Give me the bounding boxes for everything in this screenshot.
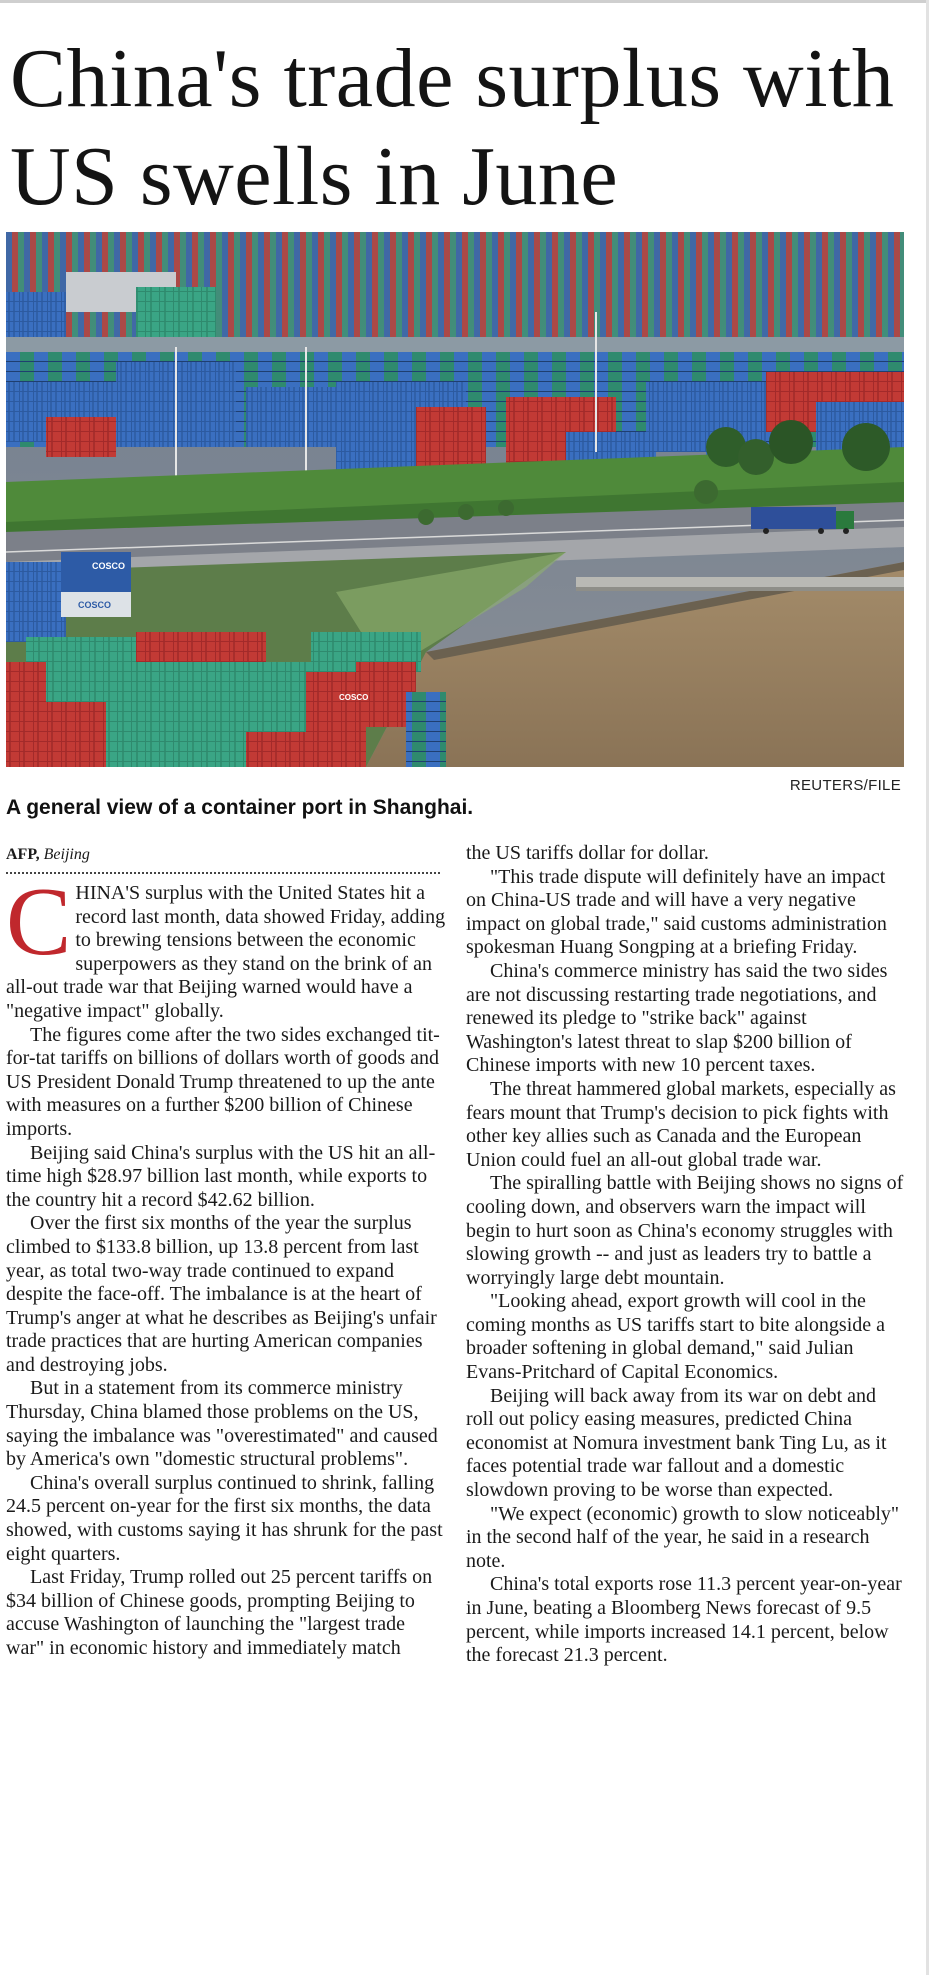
container-label-3: COSCO — [339, 693, 369, 702]
lead-paragraph — [6, 868, 446, 1024]
photo-credit: REUTERS/FILE — [789, 777, 901, 794]
byline-city: Beijing — [43, 846, 90, 863]
headline: China's trade surplus with US swells in June — [10, 32, 895, 223]
drop-cap: C — [6, 868, 72, 976]
body-paragraph: China's commerce ministry has said the two sides are not discussing restarting trade negotiations, and renewed its pledge to "strike back" against Washington's latest threat to slap $200 billion of Chinese imports with new 10 percent taxes. — [466, 959, 888, 1077]
body-paragraph: The spiralling battle with Beijing shows no signs of cooling down, and observers warn the impact will begin to hurt soon as China's economy struggles with slowing growth -- and just as leaders try to battle a worryingly large debt mountain. — [466, 1172, 904, 1289]
lead-text: HINA'S surplus with the United States hit a record last month, data showed Friday, adding to brewing tensions between the economic superpowers as they stand on the brink of an all-out trade war that Beijing warned would have a "negative impact" globally. — [6, 882, 446, 1022]
body-paragraph: But in a statement from its commerce ministry Thursday, China blamed those problems on the US, saying the imbalance was "overestimated" and caused by America's own "domestic structural problems". — [6, 1377, 438, 1471]
body-paragraph: Beijing will back away from its war on debt and roll out policy easing measures, predicted China economist at Nomura investment bank Ting Lu, as it faces potential trade war fallout and a domestic slowdown proving to be worse than expected. — [466, 1384, 887, 1502]
container-label-1: COSCO — [92, 561, 126, 571]
body-paragraph: Beijing said China's surplus with the US hit an all-time high $28.97 billion last month, while exports to the country hit a record $42.62 billion. — [6, 1141, 436, 1211]
body-paragraph: "Looking ahead, export growth will cool in the coming months as US tariffs start to bite alongside a broader softening in global demand," said Julian Evans-Pritchard of Capital Economics. — [466, 1290, 886, 1384]
article-column-left — [6, 842, 446, 1661]
byline-agency: AFP, — [6, 846, 40, 863]
body-paragraph: China's overall surplus continued to shrink, falling 24.5 percent on-year for the first six months, the data showed, with customs saying it has shrunk for the past eight quarters. — [6, 1471, 443, 1565]
body-paragraph: The threat hammered global markets, especially as fears mount that Trump's decision to pick fights with other key allies such as Canada and the European Union could fuel an all-out global trade war. — [466, 1077, 896, 1171]
body-paragraph: China's total exports rose 11.3 percent year-on-year in June, beating a Bloomberg News forecast of 9.5 percent, while imports increased 14.1 percent, below the forecast 21.3 percent. — [466, 1573, 902, 1667]
page-top-border — [0, 0, 929, 3]
body-paragraph: "This trade dispute will definitely have an impact on China-US trade and will have a very negative impact on global trade," said customs administration spokesman Huang Songping at a briefing Friday. — [466, 865, 887, 959]
article-column-right — [466, 842, 906, 1668]
body-paragraph: Last Friday, Trump rolled out 25 percent tariffs on $34 billion of Chinese goods, prompting Beijing to accuse Washington of launching the "largest trade war" in economic history and immediately match — [6, 1566, 433, 1659]
body-paragraph: Over the first six months of the year the surplus climbed to $133.8 billion, up 13.8 percent from last year, as total two-way trade continued to expand despite the face-off. The imbalance is at the heart of Trump's anger at what he describes as Beijing's unfair trade practices that are hurting American companies and destroying jobs. — [6, 1212, 437, 1376]
body-paragraph: The figures come after the two sides exchanged tit-for-tat tariffs on billions of dollars worth of goods and US President Donald Trump threatened to up the ante with measures on a further $200 billion of Chinese imports. — [6, 1023, 440, 1140]
container-port-photo — [6, 232, 904, 767]
byline — [6, 844, 446, 866]
continued-text: the US tariffs dollar for dollar. — [466, 842, 709, 864]
container-label-2: COSCO — [78, 600, 112, 610]
photo-caption: A general view of a container port in Shanghai. — [6, 796, 474, 819]
byline-divider — [6, 872, 440, 874]
body-paragraph: "We expect (economic) growth to slow noticeably" in the second half of the year, he said in a research note. — [466, 1502, 900, 1572]
